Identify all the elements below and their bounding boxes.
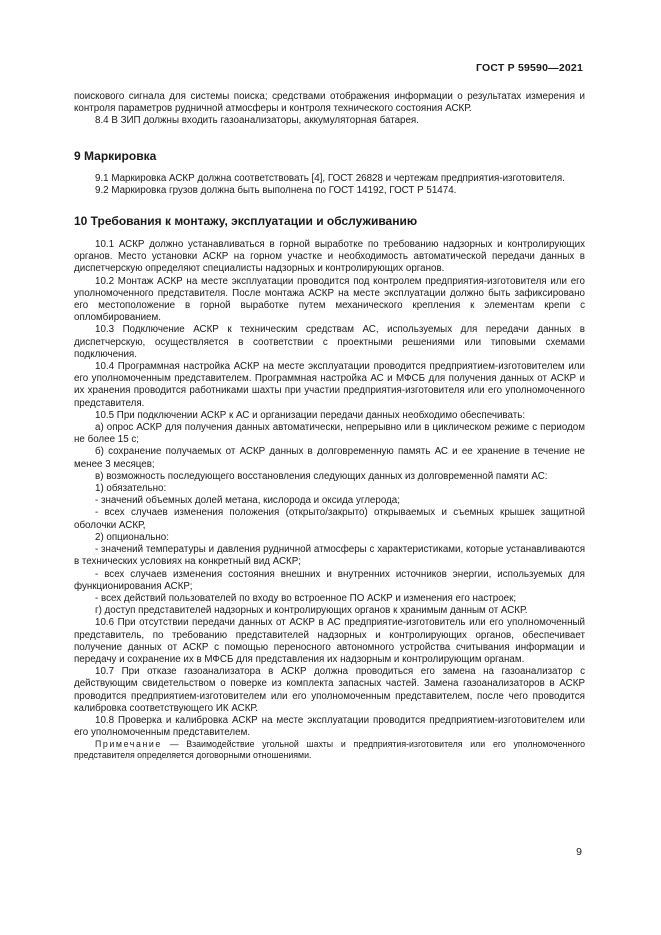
page-number: 9 [576,846,582,858]
note-text: — Взаимодействие угольной шахты и предприятия-изготовителя или его уполномоченного представителя определяется договорными отношениями. [74,739,586,761]
section-9-heading: 9 Маркировка [74,148,157,163]
paragraph-10-2: 10.2 Монтаж АСКР на месте эксплуатации проводится под контролем предприятия-изготовителя или его уполномоченного представителя. После монтажа АСКР на месте эксплуатации должно быть зафиксировано его местоположение в горной выработке путем механического крепления к элементам крепи с опломбированием. [74,275,585,324]
paragraph-9-2: 9.2 Маркировка грузов должна быть выполнена по ГОСТ 14192, ГОСТ Р 51474. [95,184,457,196]
paragraph-10-6: 10.6 При отсутствии передачи данных от АСКР в АС предприятие-изготовитель или его уполномоченный представитель, по требованию представителей надзорных и контролирующих органов, обеспечивает получение данных от АСКР с помощью переносного автономного устройства считывания информации и передачу и сохранение их в МФСБ для представления их надзорным и контролирующим органам. [74,617,585,665]
dash-item-gas-values: - значений объемных долей метана, кислорода и оксида углерода; [95,495,400,507]
paragraph-10-4: 10.4 Программная настройка АСКР на месте эксплуатации проводится предприятием-изготовителем или его уполномоченным представителем. Программная настройка АС и МФСБ для получения данных от АСКР и их хранения проводится работниками шахты при участии предприятия-изготовителя или его уполномоченного представителя. [74,361,585,409]
paragraph-10-1: 10.1 АСКР должно устанавливаться в горной выработке по требованию надзорных и контролирующих органов. Место установки АСКР на горном участке и необходимость автоматической передачи данных в диспетчерскую определяют специалисты надзорных и контролирующих органов. [74,239,585,275]
dash-item-energy-sources: - всех случаев изменения состояния внешних и внутренних источников энергии, используемых для функционирования АСКР; [74,568,585,592]
paragraph-continuation: поискового сигнала для системы поиска; средствами отображения информации о результатах измерения и контроля параметров рудничной атмосферы и контроля технического состояния АСКР. [74,91,585,115]
dash-item-user-actions: - всех действий пользователей по входу во встроенное ПО АСКР и изменения его настроек; [95,592,517,604]
paragraph-8-4: 8.4 В ЗИП должны входить газоанализаторы, аккумуляторная батарея. [95,115,419,127]
dash-item-temperature: - значений температуры и давления рудничной атмосферы с характеристиками, которые устанавливаются в технических условиях на конкретный вид АСКР; [74,544,585,568]
dash-item-cover-position: - всех случаев изменения положения (открыто/закрыто) открываемых и съемных крышек защитной оболочки АСКР, [74,507,585,531]
list-item-2: 2) опционально: [95,531,169,543]
list-item-b: б) сохранение получаемых от АСКР данных в долговременную память АС и ее хранение в течение не менее 3 месяцев; [74,446,585,470]
list-item-1: 1) обязательно: [95,483,167,495]
paragraph-10-5: 10.5 При подключении АСКР к АС и организации передачи данных необходимо обеспечивать: [95,409,526,421]
list-item-a: а) опрос АСКР для получения данных автоматически, непрерывно или в циклическом режиме с периодом не более 15 с; [74,422,585,446]
paragraph-10-3: 10.3 Подключение АСКР к техническим средствам АС, используемых для передачи данных в диспетчерскую, осуществляется в соответствии с проектными решениями или типовыми схемами подключения. [74,324,585,360]
page-content [74,91,585,761]
list-item-v: в) возможность последующего восстановления следующих данных из долговременной памяти АС: [95,470,548,482]
section-10-heading: 10 Требования к монтажу, эксплуатации и обслуживанию [74,214,418,229]
note [74,739,585,761]
paragraph-10-8: 10.8 Проверка и калибровка АСКР на месте эксплуатации проводится предприятием-изготовителем или его уполномоченным представителем. [74,714,585,739]
list-item-g: г) доступ представителей надзорных и контролирующих органов к хранимым данным от АСКР. [95,605,528,617]
paragraph-10-7: 10.7 При отказе газоанализатора в АСКР должна проводиться его замена на газоанализатор с действующим свидетельством о поверке из комплекта запасных частей. Замена газоанализаторов в АСКР проводится предприятием-изготовителем или его уполномоченным представителем, после чего проводится калибровка соответствующего ИК АСКР. [74,666,585,714]
note-label: Примечание [95,739,162,750]
document-number: ГОСТ Р 59590—2021 [475,62,583,74]
paragraph-9-1: 9.1 Маркировка АСКР должна соответствовать [4], ГОСТ 26828 и чертежам предприятия-изготовителя. [95,172,565,184]
